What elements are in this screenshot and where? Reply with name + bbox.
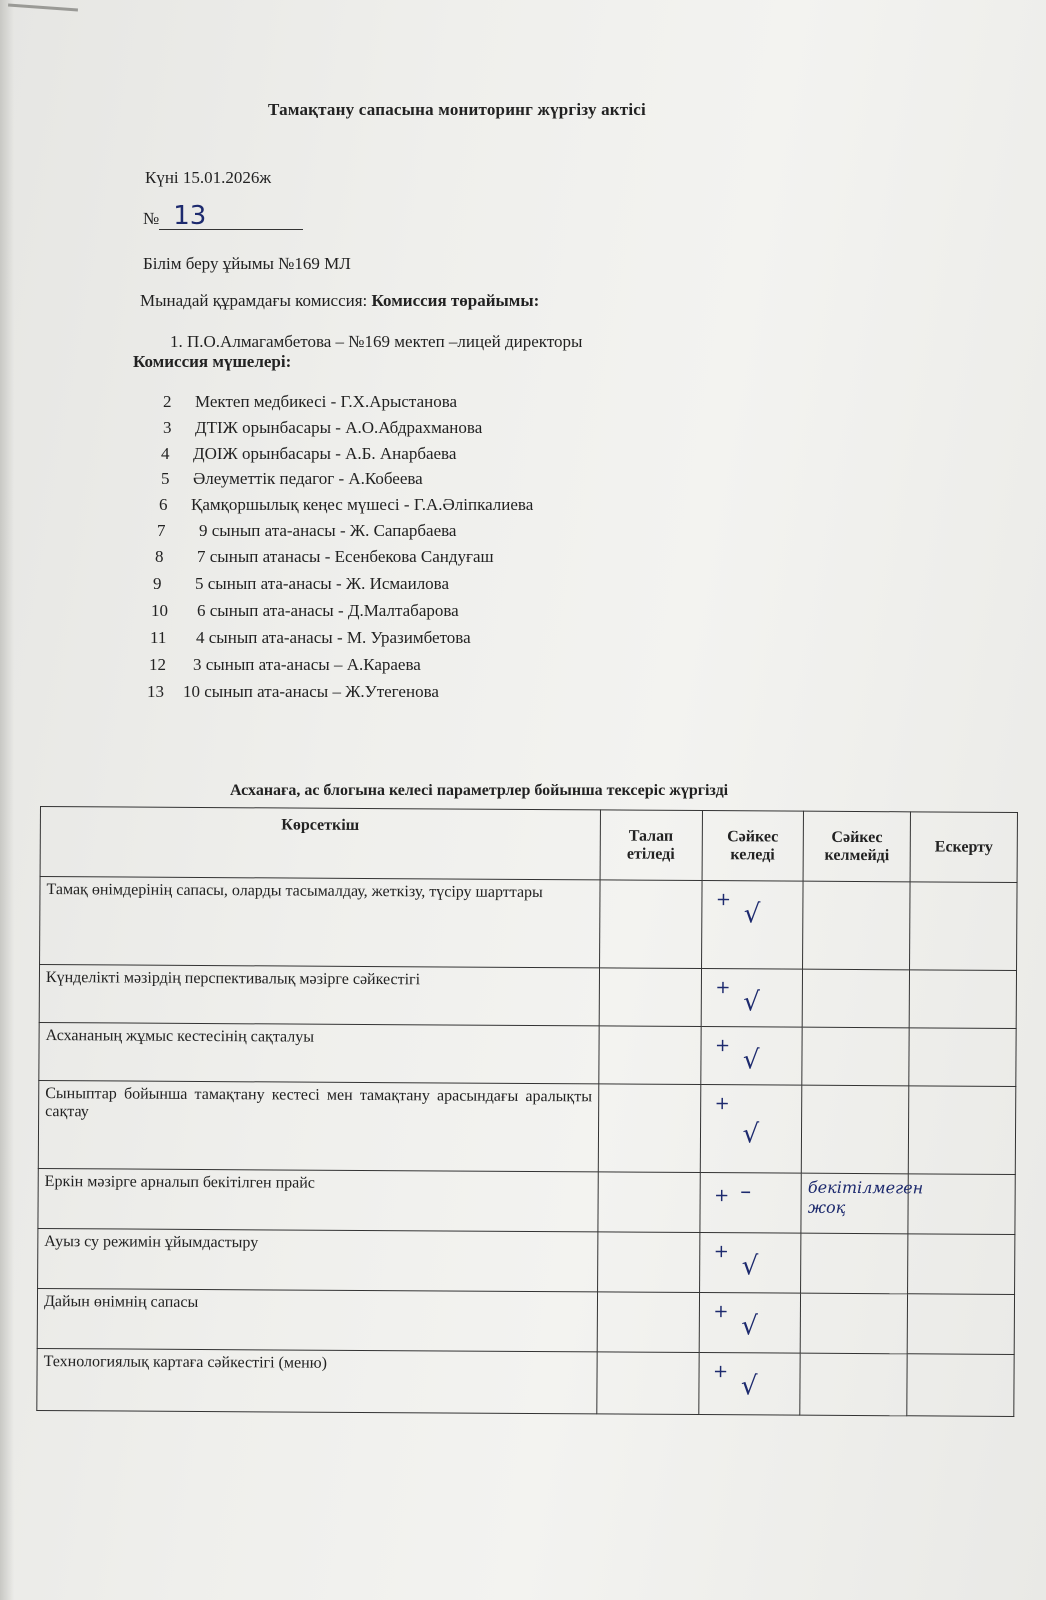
member-item: 10 6 сынып ата-анасы - Д.Малтабарова [151, 601, 459, 620]
note-cell [909, 1028, 1016, 1087]
member-item: 3 ДТІЖ орынбасары - А.О.Абдрахманова [163, 418, 483, 437]
noncompliant-cell [803, 881, 910, 970]
number-handwritten: 13 [159, 203, 303, 230]
table-row [38, 1228, 1015, 1294]
document-title: Тамақтану сапасына мониторинг жүргізу актісі [268, 100, 646, 119]
number-label: № [143, 209, 160, 228]
header-indicator: Көрсеткіш [40, 807, 600, 880]
member-item: 6 Қамқоршылық кеңес мүшесі - Г.А.Әліпкалиева [159, 495, 534, 514]
members-title: Комиссия мүшелері: [133, 352, 292, 371]
table-row [37, 1288, 1014, 1354]
criterion-cell: Дайын өнімнің сапасы [37, 1288, 597, 1351]
table-row [39, 1022, 1016, 1086]
noncompliant-cell [800, 1353, 907, 1416]
table-row [40, 877, 1018, 971]
criterion-cell: Тамақ өнімдерінің сапасы, оларды тасымалдау, жеткізу, түсіру шарттары [40, 877, 600, 968]
required-cell [599, 968, 701, 1027]
plus-mark: + [712, 1361, 729, 1383]
noncompliant-cell [800, 1293, 907, 1354]
organization-line: Білім беру ұйымы №169 МЛ [143, 254, 351, 273]
table-row [38, 1168, 1015, 1234]
page-edge-shadow [0, 0, 14, 1600]
required-cell [598, 1172, 700, 1233]
criterion-cell: Асхананың жұмыс кестесінің сақталуы [39, 1022, 599, 1083]
dash-mark: – [740, 1179, 752, 1205]
plus-mark: + [714, 1093, 730, 1115]
compliant-cell [701, 881, 803, 970]
section-title: Асханаға, ас блогына келесі параметрлер бойынша тексеріс жүргізді [230, 782, 729, 799]
criterion-cell: Еркін мәзірге арналып бекітілген прайс [38, 1168, 598, 1231]
plus-mark: + [713, 1241, 729, 1263]
note-cell [908, 1174, 1015, 1235]
member-item: 8 7 сынып атанасы - Есенбекова Сандуғаш [155, 547, 494, 566]
compliant-cell [699, 1233, 801, 1294]
member-item: 5 Әлеуметтік педагог - А.Кобеева [161, 469, 423, 488]
criterion-cell: Технологиялық картаға сәйкестігі (меню) [37, 1348, 597, 1413]
member-item: 9 5 сынып ата-анасы - Ж. Исмаилова [153, 574, 450, 593]
number-line [143, 203, 303, 230]
table-header-row [40, 807, 1017, 883]
note-cell [908, 1234, 1015, 1295]
note-cell [907, 1354, 1014, 1417]
check-mark-icon: √ [743, 987, 760, 1018]
commission-chair-label: Комиссия төрайымы: [371, 291, 540, 310]
table-row [39, 965, 1016, 1029]
note-cell [909, 970, 1016, 1029]
inspection-table [36, 806, 1018, 1417]
scan-mark [8, 4, 78, 12]
member-item: 2 Мектеп медбикесі - Г.Х.Арыстанова [163, 392, 458, 411]
plus-mark: + [715, 977, 731, 999]
criterion-cell: Сыныптар бойынша тамақтану кестесі мен тамақтану арасындағы аралықты сақтау [38, 1080, 598, 1171]
check-mark-icon: √ [743, 899, 761, 930]
member-item: 7 9 сынып ата-анасы - Ж. Сапарбаева [157, 521, 457, 540]
member-item: 11 4 сынып ата-анасы - М. Уразимбетова [150, 628, 471, 647]
member-item: 12 3 сынып ата-анасы – А.Караева [149, 655, 421, 674]
criterion-cell: Күнделікті мәзірдің перспективалық мәзірге сәйкестігі [39, 965, 599, 1026]
noncompliant-cell [802, 1027, 909, 1086]
header-note: Ескерту [910, 812, 1017, 883]
date-line: Күні 15.01.2026ж [145, 168, 272, 187]
note-cell [910, 882, 1017, 971]
table-row [38, 1080, 1016, 1174]
required-cell [599, 880, 701, 969]
plus-mark: + [713, 1301, 729, 1323]
compliant-cell [701, 969, 803, 1028]
check-mark-icon: √ [742, 1045, 760, 1076]
noncompliant-cell [802, 1085, 909, 1174]
compliant-cell [698, 1353, 800, 1416]
required-cell [598, 1084, 700, 1173]
header-required: Талап етіледі [600, 810, 702, 881]
compliant-cell [699, 1173, 801, 1234]
note-cell [907, 1294, 1014, 1355]
plus-mark: + [714, 1185, 730, 1207]
required-cell [597, 1292, 699, 1353]
check-mark-icon: √ [742, 1119, 760, 1150]
table-row [37, 1348, 1014, 1416]
noncompliant-cell [802, 969, 909, 1028]
member-item: 4 ДОІЖ орынбасары - А.Б. Анарбаева [161, 444, 457, 463]
handwritten-note: бекітілмеген жоқ [807, 1177, 924, 1217]
required-cell [597, 1352, 699, 1415]
commission-line [140, 291, 539, 311]
plus-mark: + [715, 889, 732, 911]
criterion-cell: Ауыз су режимін ұйымдастыру [38, 1228, 598, 1291]
compliant-cell [700, 1085, 802, 1174]
header-noncompliant: Сәйкес келмейді [803, 811, 910, 882]
compliant-cell [700, 1027, 802, 1086]
member-item: 13 10 сынып ата-анасы – Ж.Утегенова [147, 682, 439, 701]
required-cell [599, 1026, 701, 1085]
check-mark-icon: √ [741, 1311, 759, 1342]
plus-mark: + [714, 1035, 731, 1057]
note-cell [908, 1086, 1015, 1175]
noncompliant-cell [801, 1173, 924, 1234]
header-compliant: Сәйкес келеді [702, 811, 804, 882]
noncompliant-cell [801, 1233, 908, 1294]
commission-intro: Мынадай құрамдағы комиссия: [140, 291, 372, 310]
compliant-cell [699, 1293, 801, 1354]
chair-line: 1. П.О.Алмагамбетова – №169 мектеп –лицей директоры [170, 332, 583, 351]
required-cell [597, 1232, 699, 1293]
check-mark-icon: √ [741, 1251, 759, 1282]
check-mark-icon: √ [740, 1371, 758, 1402]
